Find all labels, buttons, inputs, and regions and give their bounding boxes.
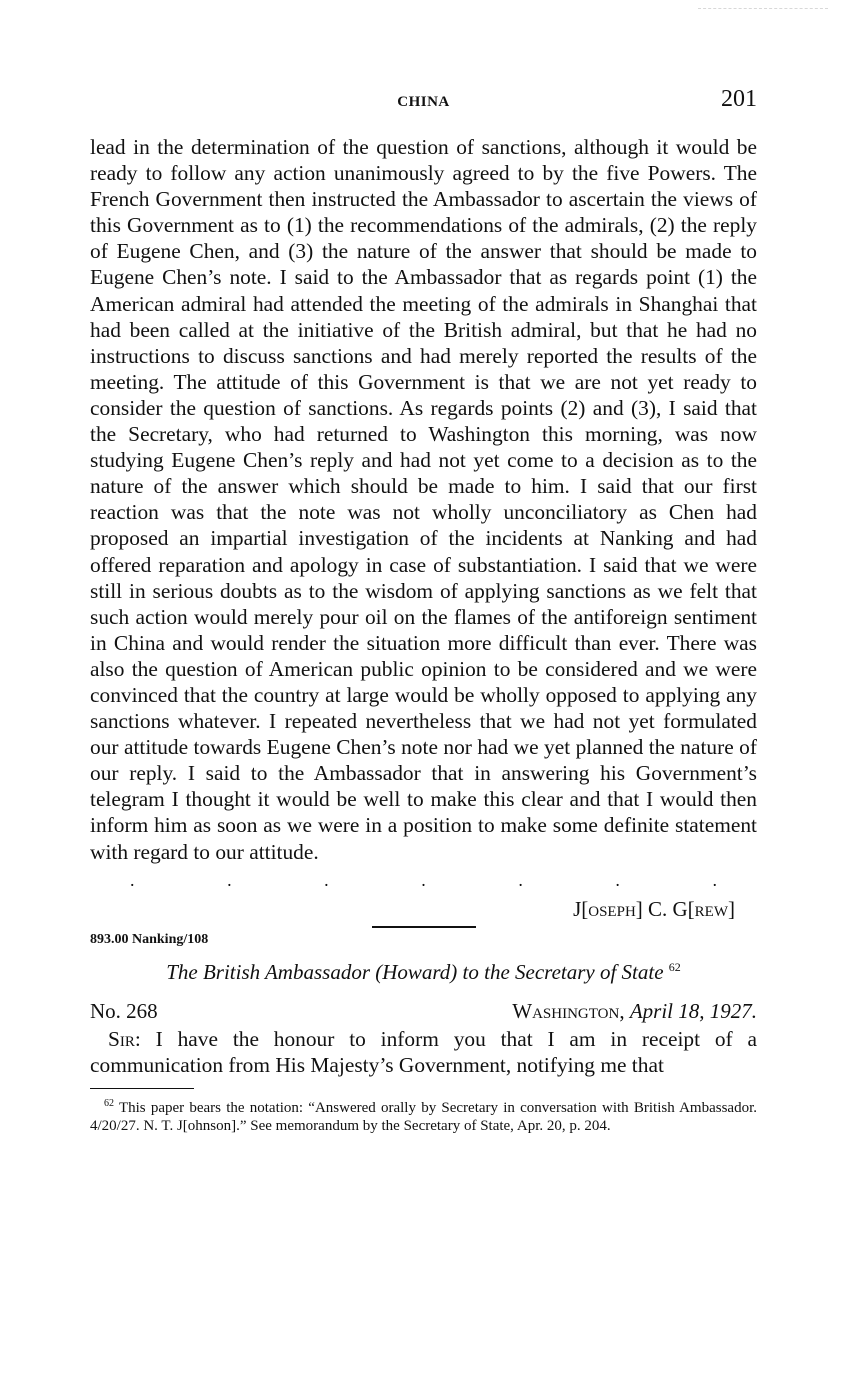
signature: J[oseph] C. G[rew] [573,896,735,921]
running-head [90,86,757,122]
dateline [90,999,757,1024]
running-title: CHINA [397,94,450,110]
dateline-date: April 18, 1927. [629,998,757,1023]
ellipsis-dot: . [130,869,135,890]
ellipsis-dot: . [712,869,717,890]
footnote-divider [90,1088,194,1090]
document-number: No. 268 [90,998,158,1023]
footnote-reference: 62 [668,959,681,974]
memorandum-paragraph: lead in the determination of the question of sanctions, although it would be ready to follow any action unanimously agreed to by the five Powers. The French Government then instructed the Ambassador to ascertain the views of this Government as to (1) the recommendations of the admirals, (2) the reply of Eugene Chen, and (3) the nature of the answer that should be made to Eugene Chen’s note. I said to the Ambassador that as regards point (1) the American admiral had attended the meeting of the admirals in Shanghai that had been called at the initiative of the British admiral, but that he had no instructions to discuss sanctions and had merely reported the results of the meeting. The attitude of this Government is that we are not yet ready to consider the question of sanctions. As regards points (2) and (3), I said that the Secretary, who had returned to Washington this morning, was now studying Eugene Chen’s reply and had not yet come to a decision as to the nature of the answer which should be made to him. I said that our first reaction was that the note was not wholly unconciliatory as Chen had proposed an impartial investigation of the incidents at Nanking and had offered reparation and apology in case of substantiation. I said that we were still in serious doubts as to the wisdom of applying sanctions as we felt that such action would merely pour oil on the flames of the antiforeign sentiment in China and would render the situation more difficult than ever. There was also the question of American public opinion to be considered and we were convinced that the country at large would be wholly opposed to applying any sanctions whatever. I repeated nevertheless that we had not yet formulated our attitude towards Eugene Chen’s note nor had we yet planned the nature of our reply. I said to the Ambassador that in answering his Government’s telegram I thought it would be well to make this clear and that I would then inform him as soon as we were in a position to make some definite statement with regard to our attitude. [90,135,757,864]
dateline-place: Washington, [512,998,625,1023]
footnote [90,1095,757,1135]
ellipsis-dot: . [518,869,523,890]
salutation: Sir: [108,1026,141,1051]
scan-artifact [698,8,828,13]
place-and-date [512,999,757,1024]
letter-opening [90,1026,757,1078]
ellipsis-dot: . [324,869,329,890]
letter-opening-text: I have the honour to inform you that I am in receipt of a communication from His Majesty’s Government, notifying me that [90,1026,757,1077]
footnote-text: This paper bears the notation: “Answered orally by Secretary in conversation with British Ambassador. 4/20/27. N. T. J[ohnson].” See memorandum by the Secretary of State, Apr. 20, p. 204. [90,1100,758,1134]
section-divider [372,926,476,928]
ellipsis-dot: . [227,869,232,890]
file-reference: 893.00 Nanking/108 [90,931,209,947]
ellipsis-dot: . [615,869,620,890]
ellipsis-dot: . [421,869,426,890]
document-title-text: The British Ambassador (Howard) to the Secretary of State [166,959,664,984]
document-page [90,86,757,1150]
footnote-marker: 62 [104,1098,114,1110]
page-number: 201 [721,86,757,112]
ellipsis-dots [90,871,757,889]
document-title [90,960,757,985]
